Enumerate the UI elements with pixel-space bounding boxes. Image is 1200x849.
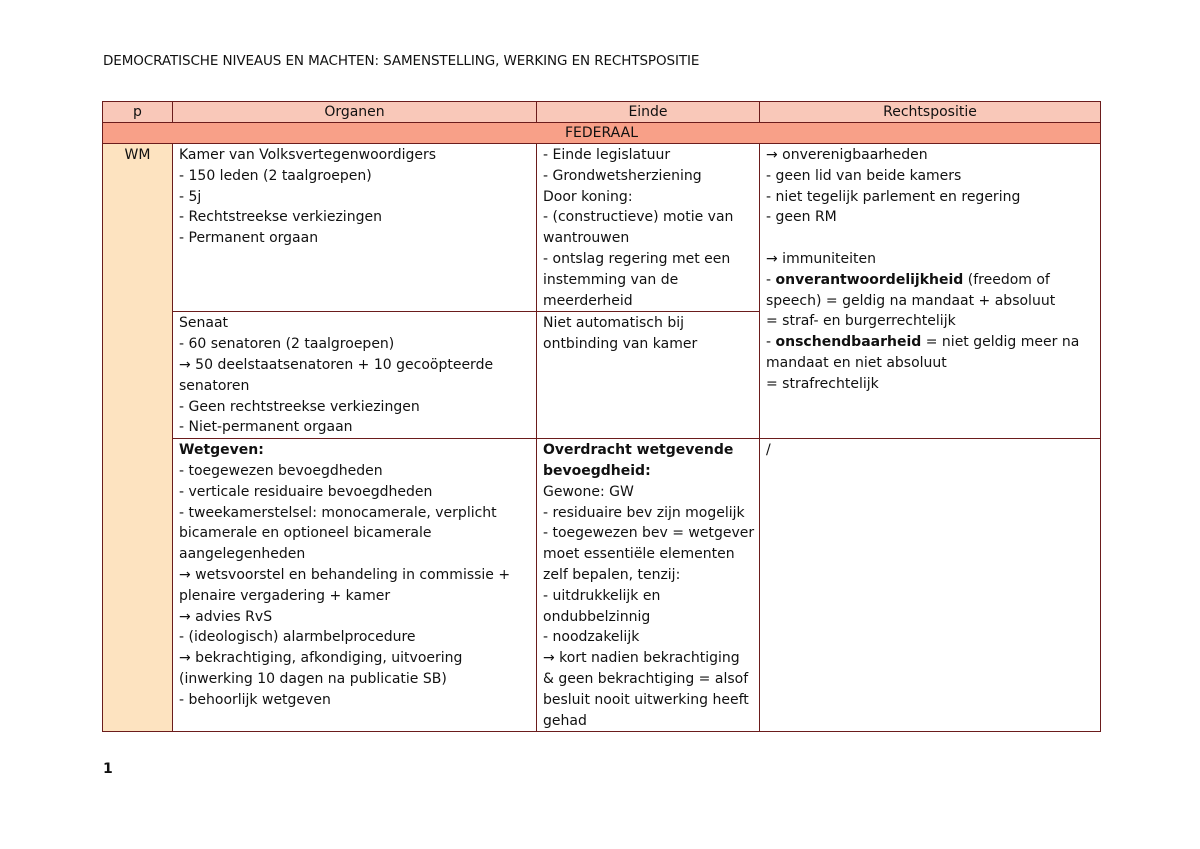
text-line: - niet tegelijk parlement en regering xyxy=(766,188,1021,205)
cell-organen-kamer xyxy=(173,144,537,312)
header-p: p xyxy=(103,102,173,123)
header-rechtspositie: Rechtspositie xyxy=(760,102,1101,123)
cell-rechtspositie-federaal xyxy=(760,144,1101,439)
blank-line xyxy=(766,228,1094,249)
text-prefix: - xyxy=(766,334,776,351)
bold-term: onverantwoordelijkheid xyxy=(775,271,964,288)
text-line: instemming van de xyxy=(543,271,679,288)
text-line: → immuniteiten xyxy=(766,250,876,267)
text-line: = straf- en burgerrechtelijk xyxy=(766,313,956,330)
text-line: Niet automatisch bij xyxy=(543,315,684,332)
text-prefix: - xyxy=(766,271,776,288)
text-line: zelf bepalen, tenzij: xyxy=(543,566,681,583)
table-row-kamer xyxy=(103,144,1101,312)
text-line: ondubbelzinnig xyxy=(543,608,651,625)
text-line: → kort nadien bekrachtiging xyxy=(543,650,740,667)
text-line: - 60 senatoren (2 taalgroepen) xyxy=(179,336,395,353)
text-line: - (ideologisch) alarmbelprocedure xyxy=(179,629,416,646)
text-line: → advies RvS xyxy=(179,608,273,625)
level-federaal: FEDERAAL xyxy=(103,123,1101,144)
text-line: Senaat xyxy=(179,315,229,332)
text-line: gehad xyxy=(543,712,587,729)
text-line: - 5j xyxy=(179,188,202,205)
text-line: - toegewezen bevoegdheden xyxy=(179,462,383,479)
text-line: = strafrechtelijk xyxy=(766,375,879,392)
text-line: - residuaire bev zijn mogelijk xyxy=(543,504,745,521)
text-line: & geen bekrachtiging = alsof xyxy=(543,670,749,687)
text-line: Kamer van Volksvertegenwoordigers xyxy=(179,147,437,163)
text-line: - Niet-permanent orgaan xyxy=(179,419,353,436)
section-heading: Overdracht wetgevende xyxy=(543,442,734,459)
cell-organen-wetgeven xyxy=(173,439,537,732)
text-line: (inwerking 10 dagen na publicatie SB) xyxy=(179,670,447,687)
text-line: Gewone: GW xyxy=(543,483,634,500)
text-rest: = niet geldig meer na xyxy=(921,334,1080,351)
text-line: speech) = geldig na mandaat + absoluut xyxy=(766,292,1056,309)
text-line: - behoorlijk wetgeven xyxy=(179,691,331,708)
p-label: WM xyxy=(124,147,151,163)
bold-term: onschendbaarheid xyxy=(775,334,922,351)
text-line: - Permanent orgaan xyxy=(179,230,319,247)
text-line: senatoren xyxy=(179,377,250,394)
text-line: - Geen rechtstreekse verkiezingen xyxy=(179,398,420,415)
text-line: → onverenigbaarheden xyxy=(766,147,928,163)
text-line: - uitdrukkelijk en xyxy=(543,587,661,604)
text-line: - toegewezen bev = wetgever xyxy=(543,525,755,542)
text-line: mandaat en niet absoluut xyxy=(766,354,947,371)
text-line: - ontslag regering met een xyxy=(543,250,731,267)
text-line: besluit nooit uitwerking heeft xyxy=(543,691,749,708)
text-line: - Einde legislatuur xyxy=(543,147,671,163)
text-line: wantrouwen xyxy=(543,230,630,247)
text-line: bicamerale en optioneel bicamerale xyxy=(179,525,432,542)
header-einde: Einde xyxy=(537,102,760,123)
cell-einde-senaat xyxy=(537,312,760,439)
text-line-mixed xyxy=(766,332,1094,353)
text-line-mixed xyxy=(766,270,1094,291)
text-line: - Grondwetsherziening xyxy=(543,167,702,184)
text-line: - geen RM xyxy=(766,209,837,226)
text-line: → bekrachtiging, afkondiging, uitvoering xyxy=(179,650,463,667)
text-line: meerderheid xyxy=(543,292,633,309)
table-row-wetgeven xyxy=(103,439,1101,732)
text-rest: (freedom of xyxy=(963,271,1050,288)
cell-einde-kamer xyxy=(537,144,760,312)
text-line: / xyxy=(766,442,771,459)
header-row xyxy=(103,102,1101,123)
text-line: - tweekamerstelsel: monocamerale, verplicht xyxy=(179,504,497,521)
text-line: Door koning: xyxy=(543,188,633,205)
text-line: - 150 leden (2 taalgroepen) xyxy=(179,167,372,184)
text-line: → wetsvoorstel en behandeling in commissie + xyxy=(179,566,511,583)
cell-einde-wetgeven xyxy=(537,439,760,732)
text-line: - geen lid van beide kamers xyxy=(766,167,962,184)
text-line: moet essentiële elementen xyxy=(543,546,735,563)
text-line: → 50 deelstaatsenatoren + 10 gecoöpteerde xyxy=(179,356,494,373)
text-line: - verticale residuaire bevoegdheden xyxy=(179,483,433,500)
text-line: ontbinding van kamer xyxy=(543,336,698,353)
document-title: DEMOCRATISCHE NIVEAUS EN MACHTEN: SAMENSTELLING, WERKING EN RECHTSPOSITIE xyxy=(103,53,700,69)
text-line: - noodzakelijk xyxy=(543,629,640,646)
cell-rechtspositie-wetgeven xyxy=(760,439,1101,732)
text-line: plenaire vergadering + kamer xyxy=(179,587,391,604)
level-row xyxy=(103,123,1101,144)
p-cell xyxy=(103,144,173,732)
section-heading: bevoegdheid: xyxy=(543,462,651,479)
page-number: 1 xyxy=(103,761,113,777)
overview-table xyxy=(102,101,1101,732)
text-line: - Rechtstreekse verkiezingen xyxy=(179,209,382,226)
text-line: aangelegenheden xyxy=(179,546,306,563)
header-organen: Organen xyxy=(173,102,537,123)
cell-organen-senaat xyxy=(173,312,537,439)
section-heading: Wetgeven: xyxy=(179,442,264,459)
text-line: - (constructieve) motie van xyxy=(543,209,734,226)
